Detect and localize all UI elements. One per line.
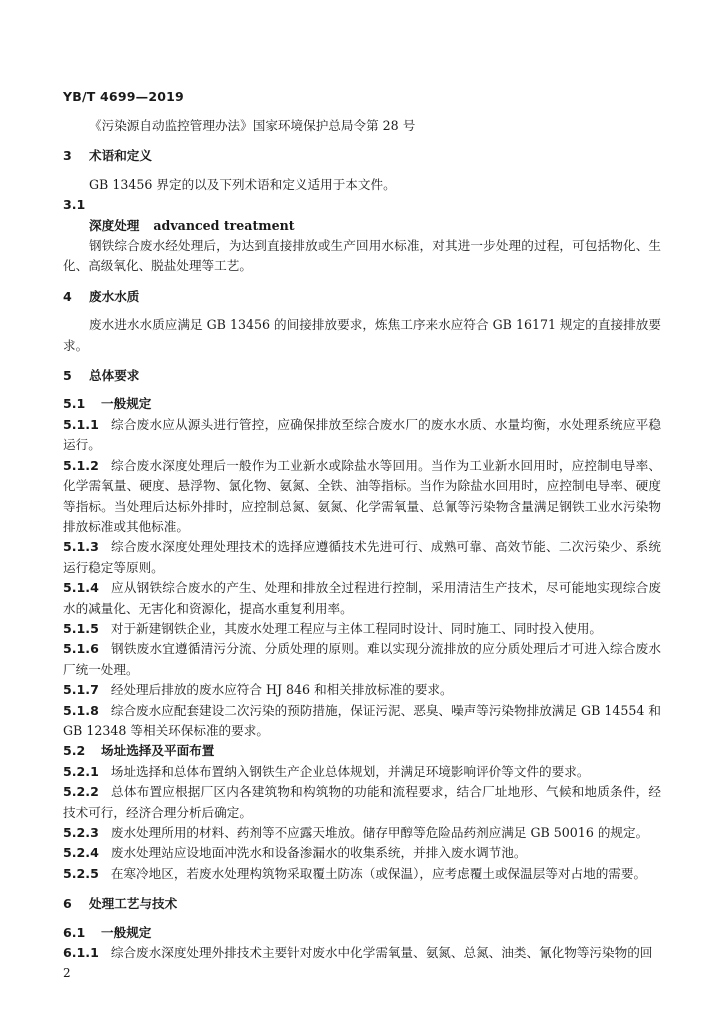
subsection-title: 场址选择及平面布置 — [101, 743, 215, 759]
term-number: 3.1 — [63, 197, 86, 213]
section-number: 6 — [63, 896, 72, 912]
clause-number: 5.1.3 — [63, 539, 99, 555]
clause-text: 综合废水深度处理处理技术的选择应遵循技术先进可行、成熟可靠、高效节能、二次污染少、系统运行稳定等原则。 — [63, 539, 661, 575]
clause-5-2-5 — [63, 864, 661, 884]
section-number: 4 — [63, 288, 72, 304]
clause-5-1-1 — [63, 415, 661, 456]
clause-5-2-4 — [63, 843, 661, 863]
clause-number: 5.1.7 — [63, 682, 99, 698]
clause-number: 5.1.8 — [63, 702, 99, 718]
clause-5-2-2 — [63, 782, 661, 823]
clause-5-1-4 — [63, 578, 661, 619]
clause-text: 总体布置应根据厂区内各建筑物和构筑物的功能和流程要求，结合厂址地形、气候和地质条件，经技术可行，经济合理分析后确定。 — [63, 784, 661, 820]
clause-text: 经处理后排放的废水应符合 HJ 846 和相关排放标准的要求。 — [110, 682, 453, 698]
clause-number: 5.1.2 — [63, 457, 99, 473]
clause-text: 综合废水深度处理后一般作为工业新水或除盐水等回用。当作为工业新水回用时，应控制电导率、化学需氧量、硬度、悬浮物、氯化物、氨氮、全铁、油等指标。当作为除盐水回用时，应控制电导率、硬度等指标。当处理后达标外排时，应控制总氮、氨氮、化学需氧量、总氰等污染物含量满足钢铁工业水污染物排放标准或其他标准。 — [63, 457, 661, 534]
subsection-title: 一般规定 — [101, 396, 152, 412]
subsection-number: 5.2 — [63, 743, 86, 759]
clause-number: 5.2.4 — [63, 845, 99, 861]
subsection-5-1-heading — [63, 394, 661, 414]
clause-5-2-1 — [63, 762, 661, 782]
section-6-heading — [63, 894, 661, 914]
clause-number: 5.1.4 — [63, 580, 99, 596]
clause-number: 5.2.2 — [63, 784, 99, 800]
subsection-6-1-heading — [63, 923, 661, 943]
clause-text: 对于新建钢铁企业，其废水处理工程应与主体工程同时设计、同时施工、同时投入使用。 — [110, 620, 603, 636]
clause-number: 5.2.1 — [63, 763, 99, 779]
clause-6-1-1 — [63, 943, 661, 963]
clause-text: 钢铁废水宜遵循清污分流、分质处理的原则。难以实现分流排放的应分质处理后才可进入综合废水厂统一处理。 — [63, 641, 661, 677]
term-english: advanced treatment — [153, 217, 295, 233]
clause-text: 场址选择和总体布置纳入钢铁生产企业总体规划，并满足环境影响评价等文件的要求。 — [110, 763, 590, 779]
section-title: 术语和定义 — [89, 148, 152, 164]
clause-5-1-5 — [63, 619, 661, 639]
page-number: 2 — [63, 966, 71, 980]
term-entry — [63, 216, 661, 236]
clause-5-1-8 — [63, 701, 661, 742]
clause-text: 综合废水应配套建设二次污染的预防措施，保证污泥、恶臭、噪声等污染物排放满足 GB 14554 和 GB 12348 等相关环保标准的要求。 — [63, 702, 661, 738]
clause-text: 综合废水应从源头进行管控，应确保排放至综合废水厂的废水水质、水量均衡，水处理系统应平稳运行。 — [63, 416, 661, 453]
clause-number: 5.1.5 — [63, 620, 99, 636]
standard-number: YB/T 4699—2019 — [63, 89, 184, 104]
section-title: 总体要求 — [89, 368, 140, 384]
section-5-heading — [63, 366, 661, 386]
clause-text: 综合废水深度处理外排技术主要针对废水中化学需氧量、氨氮、总氮、油类、氰化物等污染物的回 — [110, 945, 653, 961]
clause-number: 5.2.3 — [63, 825, 99, 840]
section-title: 处理工艺与技术 — [89, 896, 178, 912]
section-4-heading — [63, 287, 661, 307]
clause-5-1-3 — [63, 537, 661, 578]
clause-number: 5.1.6 — [63, 641, 99, 657]
clause-5-1-6 — [63, 639, 661, 680]
clause-5-2-3 — [63, 823, 661, 843]
subsection-title: 一般规定 — [101, 924, 152, 940]
clause-number: 5.2.5 — [63, 865, 99, 881]
section-3-intro: GB 13456 界定的以及下列术语和定义适用于本文件。 — [89, 176, 396, 192]
section-number: 5 — [63, 368, 72, 384]
clause-text: 在寒冷地区，若废水处理构筑物采取覆土防冻（或保温），应考虑覆土或保温层等对占地的需要。 — [110, 865, 647, 881]
document-body — [63, 116, 661, 963]
clause-number: 6.1.1 — [63, 945, 99, 961]
clause-text: 废水处理站应设地面冲洗水和设备渗漏水的收集系统，并排入废水调节池。 — [110, 845, 527, 861]
section-3-heading — [63, 146, 661, 166]
clause-5-1-2 — [63, 456, 661, 538]
subsection-5-2-heading — [63, 741, 661, 761]
clause-text: 废水处理所用的材料、药剂等不应露天堆放。储存甲醇等危险品药剂应满足 GB 50016 的规定。 — [110, 825, 649, 840]
section-4-text: 废水进水水质应满足 GB 13456 的间接排放要求，炼焦工序来水应符合 GB 16171 规定的直接排放要求。 — [63, 317, 661, 353]
term-definition: 钢铁综合废水经处理后，为达到直接排放或生产回用水标准，对其进一步处理的过程，可包括物化、生化、高级氧化、脱盐处理等工艺。 — [63, 238, 661, 274]
section-title: 废水水质 — [89, 288, 140, 304]
clause-5-1-7 — [63, 680, 661, 700]
subsection-number: 6.1 — [63, 924, 86, 940]
reference-line: 《污染源自动监控管理办法》国家环境保护总局令第 28 号 — [89, 118, 416, 133]
clause-text: 应从钢铁综合废水的产生、处理和排放全过程进行控制，采用清洁生产技术，尽可能地实现综合废水的减量化、无害化和资源化，提高水重复利用率。 — [63, 580, 661, 616]
term-chinese: 深度处理 — [89, 217, 140, 233]
clause-number: 5.1.1 — [63, 416, 99, 432]
section-number: 3 — [63, 148, 72, 164]
subsection-number: 5.1 — [63, 396, 86, 412]
